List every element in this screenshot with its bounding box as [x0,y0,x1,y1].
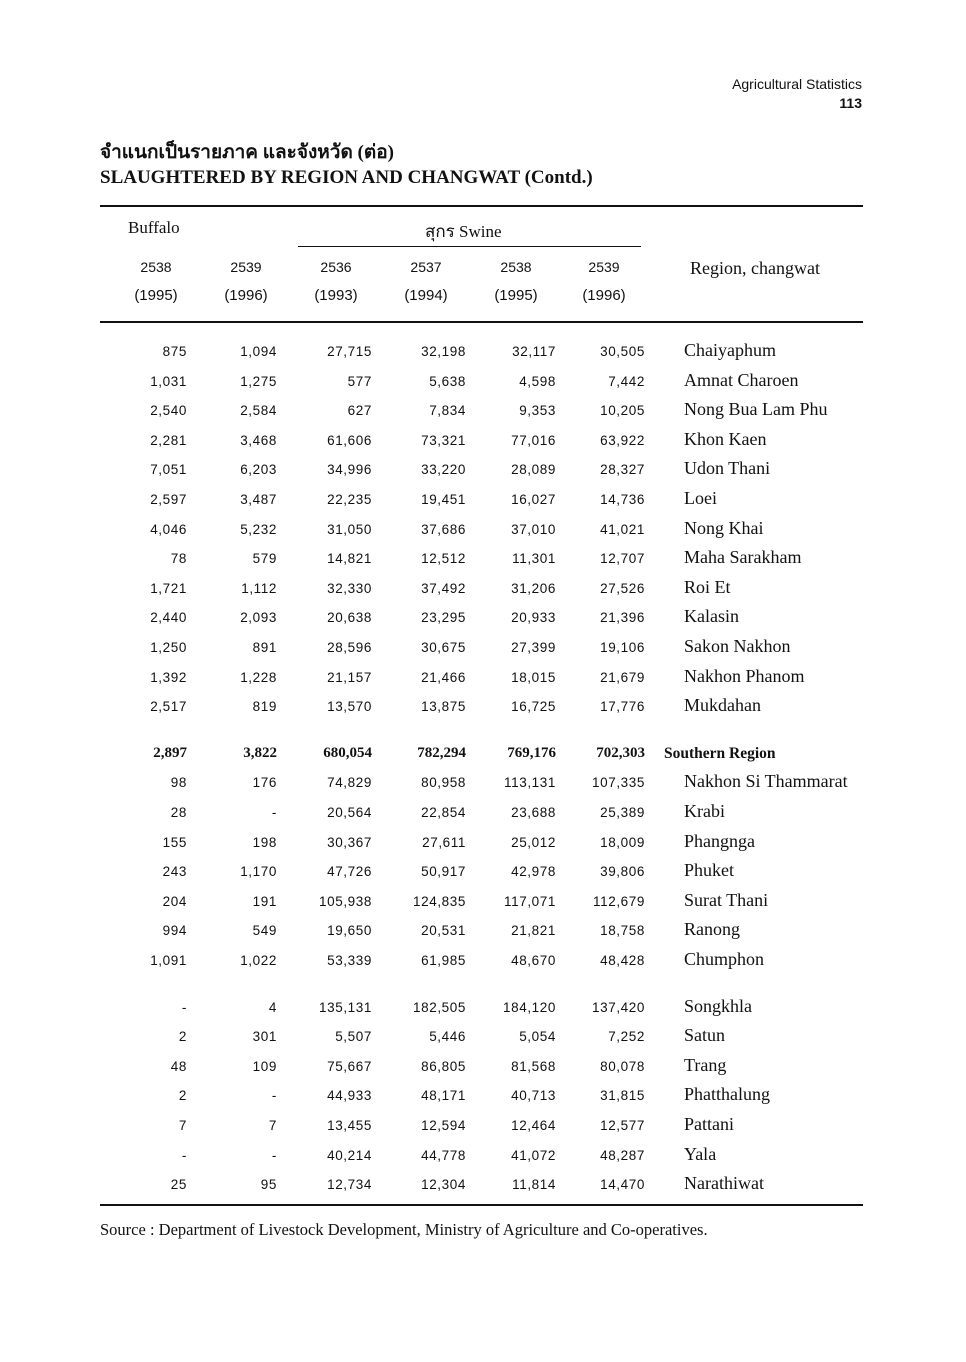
cell-value: 182,505 [413,1000,466,1015]
cell-value: 12,304 [421,1177,466,1192]
thai-year: 2539 [588,259,620,275]
cell-value: 37,686 [421,522,466,537]
cell-value: 891 [252,640,277,655]
cell-value: 21,396 [600,610,645,625]
cell-value: 1,392 [150,670,187,685]
cell-value: 198 [252,835,277,850]
cell-value: 27,399 [511,640,556,655]
cell-value: 124,835 [413,894,466,909]
cell-value: 2,517 [150,699,187,714]
cell-value: 3,487 [240,492,277,507]
cell-value: 61,606 [327,433,372,448]
table-row [0,636,966,666]
cell-value: 1,091 [150,953,187,968]
page-number: 113 [839,95,862,111]
cell-value: 549 [252,923,277,938]
cell-value: 13,875 [421,699,466,714]
cell-value: 994 [162,923,187,938]
table-row [0,547,966,577]
cell-value: 19,106 [600,640,645,655]
cell-value: 680,054 [323,745,372,761]
thai-year: 2538 [500,259,532,275]
cell-value: 98 [170,775,187,790]
cell-value: 1,031 [150,374,187,389]
cell-value: 1,228 [240,670,277,685]
cell-value: 12,734 [327,1177,372,1192]
changwat-name: Narathiwat [684,1173,764,1193]
thai-year: 2537 [410,259,442,275]
cell-value: 137,420 [592,1000,645,1015]
thai-year: 2538 [140,259,172,275]
cell-value: 27,611 [422,835,466,850]
year: (1996) [582,287,626,304]
cell-value: 47,726 [327,864,372,879]
cell-value: - [271,805,277,820]
cell-value: 117,071 [504,894,556,909]
cell-value: 30,367 [327,835,372,850]
cell-value: 34,996 [327,462,372,477]
cell-value: 243 [162,864,187,879]
changwat-name: Satun [684,1025,726,1045]
cell-value: 5,638 [429,374,466,389]
table-row [0,1025,966,1055]
cell-value: 40,214 [327,1148,372,1163]
cell-value: 2,440 [150,610,187,625]
cell-value: 13,570 [327,699,372,714]
cell-value: 5,446 [429,1029,466,1044]
cell-value: 23,688 [511,805,556,820]
cell-value: 25 [170,1177,187,1192]
source-note: Source : Department of Livestock Development, Ministry of Agriculture and Co-operatives. [100,1220,708,1239]
cell-value: 17,776 [600,699,645,714]
cell-value: 33,220 [421,462,466,477]
table-row [0,429,966,459]
changwat-name: Pattani [684,1114,734,1134]
changwat-name: Chumphon [684,949,765,969]
cell-value: 11,814 [512,1177,556,1192]
table-row [0,1144,966,1174]
cell-value: 16,027 [511,492,556,507]
cell-value: 13,455 [327,1118,372,1133]
cell-value: 577 [347,374,372,389]
table-row [0,1173,966,1203]
cell-value: 44,933 [327,1088,372,1103]
table-row [0,695,966,725]
cell-value: 37,010 [511,522,556,537]
table-row [0,458,966,488]
year: (1995) [494,287,538,304]
changwat-name: Nong Bua Lam Phu [684,399,828,419]
cell-value: 12,707 [600,551,645,566]
cell-value: 63,922 [600,433,645,448]
bottom-rule [100,1204,863,1206]
cell-value: 27,715 [327,344,372,359]
cell-value: 3,468 [240,433,277,448]
table-row [0,488,966,518]
table-row [0,860,966,890]
table-row [0,1084,966,1114]
changwat-name: Trang [684,1055,727,1075]
cell-value: 7,442 [608,374,645,389]
cell-value: 44,778 [421,1148,466,1163]
changwat-name: Phuket [684,860,735,880]
cell-value: 9,353 [519,403,556,418]
cell-value: 16,725 [511,699,556,714]
cell-value: 80,958 [421,775,466,790]
cell-value: 77,016 [511,433,556,448]
changwat-name: Khon Kaen [684,429,767,449]
cell-value: 20,638 [327,610,372,625]
year: (1994) [404,287,448,304]
cell-value: 2,281 [150,433,187,448]
cell-value: 2,597 [150,492,187,507]
cell-value: 86,805 [421,1059,466,1074]
cell-value: 31,206 [511,581,556,596]
region-total-row [0,746,966,772]
cell-value: 2 [178,1088,187,1103]
table-row [0,831,966,861]
table-row [0,1114,966,1144]
changwat-name: Chaiyaphum [684,340,776,360]
table-row [0,801,966,831]
cell-value: 155 [162,835,187,850]
cell-value: 109 [252,1059,277,1074]
cell-value: 1,275 [240,374,277,389]
cell-value: 20,933 [511,610,556,625]
cell-value: 80,078 [600,1059,645,1074]
table-row [0,890,966,920]
table-row [0,518,966,548]
cell-value: 107,335 [592,775,645,790]
cell-value: 40,713 [511,1088,556,1103]
changwat-name: Nakhon Si Thammarat [684,771,848,791]
cell-value: 19,650 [327,923,372,938]
cell-value: 28,327 [600,462,645,477]
changwat-name: Amnat Charoen [684,370,799,390]
cell-value: 31,050 [327,522,372,537]
cell-value: 21,466 [421,670,466,685]
cell-value: 4 [268,1000,277,1015]
cell-value: 41,072 [511,1148,556,1163]
cell-value: 301 [252,1029,277,1044]
cell-value: 1,250 [150,640,187,655]
cell-value: 769,176 [507,745,556,761]
cell-value: 627 [347,403,372,418]
cell-value: 2,093 [240,610,277,625]
cell-value: 1,094 [240,344,277,359]
cell-value: 5,232 [240,522,277,537]
cell-value: 2,897 [153,745,187,761]
cell-value: 74,829 [327,775,372,790]
cell-value: 50,917 [421,864,466,879]
changwat-name: Mukdahan [684,695,761,715]
cell-value: 37,492 [421,581,466,596]
table-row [0,1055,966,1085]
cell-value: 48,428 [600,953,645,968]
cell-value: 5,507 [335,1029,372,1044]
cell-value: 48,670 [511,953,556,968]
cell-value: 4,598 [519,374,556,389]
changwat-name: Maha Sarakham [684,547,802,567]
cell-value: 28,596 [327,640,372,655]
cell-value: 48,287 [600,1148,645,1163]
changwat-name: Sakon Nakhon [684,636,791,656]
changwat-name: Nong Khai [684,518,764,538]
cell-value: 18,015 [511,670,556,685]
thai-year: 2539 [230,259,262,275]
cell-value: - [181,1000,187,1015]
cell-value: 1,721 [150,581,187,596]
cell-value: 21,679 [600,670,645,685]
swine-group-header: สุกร Swine [425,222,502,241]
cell-value: 4,046 [150,522,187,537]
cell-value: 21,821 [511,923,556,938]
table-title-thai: จำแนกเป็นรายภาค และจังหวัด (ต่อ) [100,142,394,163]
cell-value: 32,330 [327,581,372,596]
changwat-name: Phangnga [684,831,755,851]
cell-value: 20,531 [421,923,466,938]
changwat-name: Udon Thani [684,458,771,478]
cell-value: 22,854 [421,805,466,820]
cell-value: 30,675 [421,640,466,655]
cell-value: 10,205 [600,403,645,418]
cell-value: 1,112 [241,581,277,596]
changwat-name: Ranong [684,919,740,939]
cell-value: 27,526 [600,581,645,596]
cell-value: 702,303 [596,745,645,761]
changwat-name: Nakhon Phanom [684,666,805,686]
year: (1996) [224,287,268,304]
changwat-name: Loei [684,488,717,508]
cell-value: 105,938 [319,894,372,909]
cell-value: 875 [162,344,187,359]
changwat-name: Surat Thani [684,890,769,910]
cell-value: 25,012 [511,835,556,850]
table-row [0,577,966,607]
cell-value: 32,198 [421,344,466,359]
cell-value: 1,022 [240,953,277,968]
table-row [0,949,966,979]
changwat-name: Songkhla [684,996,753,1016]
changwat-name: Phatthalung [684,1084,770,1104]
table-row [0,340,966,370]
cell-value: 6,203 [240,462,277,477]
year: (1995) [134,287,178,304]
cell-value: 12,464 [511,1118,556,1133]
cell-value: - [181,1148,187,1163]
cell-value: 31,815 [600,1088,645,1103]
cell-value: - [271,1088,277,1103]
cell-value: 41,021 [600,522,645,537]
cell-value: 819 [252,699,277,714]
cell-value: 7,834 [429,403,466,418]
cell-value: 32,117 [512,344,556,359]
cell-value: 23,295 [421,610,466,625]
cell-value: 48,171 [421,1088,466,1103]
table-row [0,370,966,400]
table-row [0,996,966,1026]
table-title-english: SLAUGHTERED BY REGION AND CHANGWAT (Contd.) [100,167,593,188]
cell-value: 14,470 [600,1177,645,1192]
cell-value: 1,170 [240,864,277,879]
cell-value: 135,131 [319,1000,372,1015]
cell-value: 81,568 [511,1059,556,1074]
cell-value: 2 [178,1029,187,1044]
cell-value: 30,505 [600,344,645,359]
cell-value: 61,985 [421,953,466,968]
cell-value: 48 [170,1059,187,1074]
cell-value: 12,594 [421,1118,466,1133]
changwat-name: Kalasin [684,606,739,626]
cell-value: 12,512 [421,551,466,566]
changwat-name: Yala [684,1144,717,1164]
region-name: Southern Region [664,745,776,762]
cell-value: 113,131 [504,775,556,790]
cell-value: 73,321 [421,433,466,448]
cell-value: 14,736 [600,492,645,507]
cell-value: 7,051 [150,462,187,477]
cell-value: 18,009 [600,835,645,850]
cell-value: 112,679 [593,894,645,909]
cell-value: 579 [252,551,277,566]
table-row [0,919,966,949]
cell-value: 21,157 [327,670,372,685]
cell-value: 11,301 [512,551,556,566]
cell-value: 3,822 [243,745,277,761]
cell-value: 2,584 [240,403,277,418]
changwat-name: Krabi [684,801,725,821]
cell-value: 7 [178,1118,187,1133]
table-row [0,606,966,636]
thai-year: 2536 [320,259,352,275]
cell-value: 22,235 [327,492,372,507]
cell-value: 176 [252,775,277,790]
cell-value: 7 [268,1118,277,1133]
cell-value: - [271,1148,277,1163]
cell-value: 184,120 [503,1000,556,1015]
cell-value: 7,252 [608,1029,645,1044]
changwat-name: Roi Et [684,577,731,597]
table-row [0,771,966,801]
cell-value: 28 [170,805,187,820]
cell-value: 191 [252,894,277,909]
cell-value: 28,089 [511,462,556,477]
cell-value: 78 [170,551,187,566]
cell-value: 5,054 [519,1029,556,1044]
cell-value: 75,667 [327,1059,372,1074]
cell-value: 204 [162,894,187,909]
cell-value: 2,540 [150,403,187,418]
cell-value: 39,806 [600,864,645,879]
cell-value: 18,758 [600,923,645,938]
cell-value: 14,821 [327,551,372,566]
cell-value: 782,294 [417,745,466,761]
cell-value: 53,339 [327,953,372,968]
cell-value: 95 [260,1177,277,1192]
cell-value: 12,577 [600,1118,645,1133]
publication-title: Agricultural Statistics [732,76,862,92]
buffalo-group-header: Buffalo [128,218,180,237]
cell-value: 19,451 [421,492,466,507]
cell-value: 20,564 [327,805,372,820]
table-row [0,399,966,429]
region-changwat-header: Region, changwat [690,258,820,278]
cell-value: 25,389 [600,805,645,820]
cell-value: 42,978 [511,864,556,879]
table-row [0,666,966,696]
year: (1993) [314,287,358,304]
